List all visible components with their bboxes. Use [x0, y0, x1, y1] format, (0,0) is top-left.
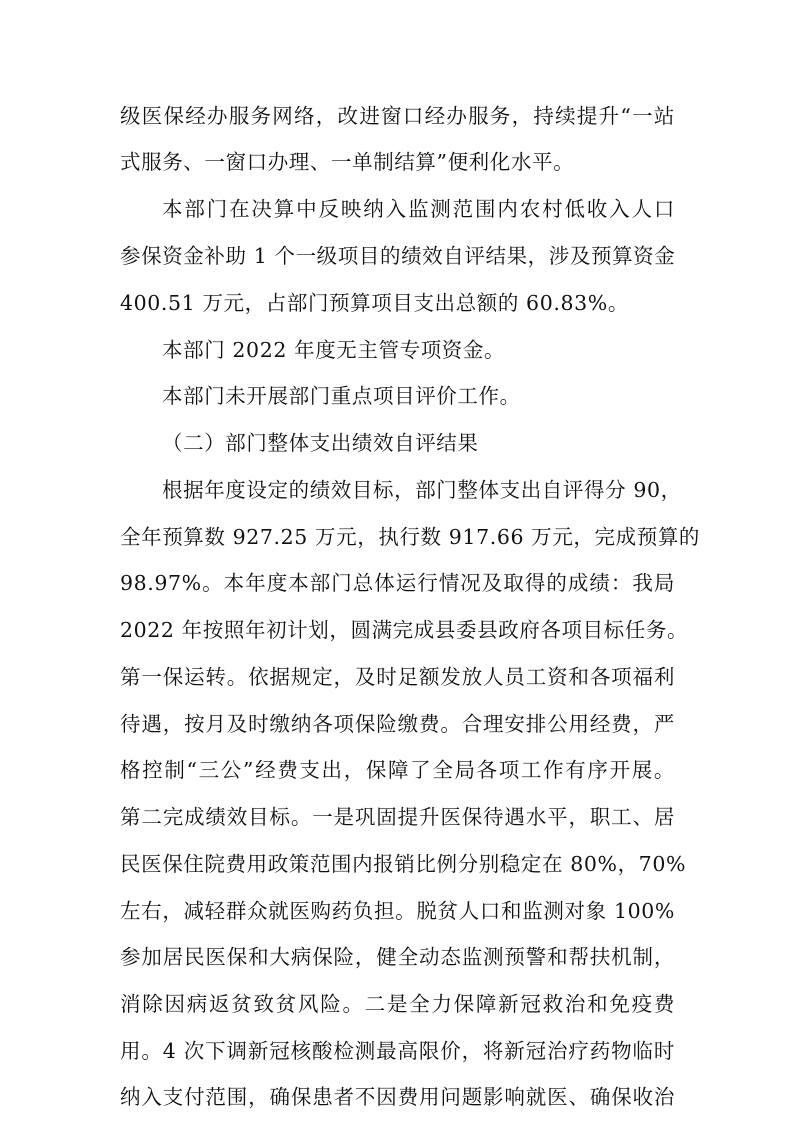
text-line: 消除因病返贫致贫风险。二是全力保障新冠救治和免疫费: [120, 992, 675, 1016]
section-heading: （二）部门整体支出绩效自评结果: [162, 431, 479, 455]
text-line: 左右，减轻群众就医购药负担。脱贫人口和监测对象 100%: [120, 899, 675, 923]
text-line: 全年预算数 927.25 万元，执行数 917.66 万元，完成预算的: [120, 525, 701, 549]
text-line: 民医保住院费用政策范围内报销比例分别稳定在 80%，70%: [120, 852, 687, 876]
text-line: 待遇，按月及时缴纳各项保险缴费。合理安排公用经费，严: [120, 712, 675, 736]
text-line: 参加居民医保和大病保险，健全动态监测预警和帮扶机制，: [120, 945, 675, 969]
paragraph-first-line: 根据年度设定的绩效目标，部门整体支出自评得分 90，: [162, 478, 682, 502]
text-line: 参保资金补助 1 个一级项目的绩效自评结果，涉及预算资金: [120, 244, 676, 268]
text-line: 级医保经办服务网络，改进窗口经办服务，持续提升“一站: [120, 104, 675, 128]
text-line: 400.51 万元，占部门预算项目支出总额的 60.83%。: [120, 291, 629, 315]
text-line: 纳入支付范围，确保患者不因费用问题影响就医、确保收治: [120, 1085, 675, 1109]
text-line: 2022 年按照年初计划，圆满完成县委县政府各项目标任务。: [120, 618, 689, 642]
paragraph-first-line: 本部门在决算中反映纳入监测范围内农村低收入人口: [162, 197, 675, 221]
text-line: 第一保运转。依据规定，及时足额发放人员工资和各项福利: [120, 665, 675, 689]
paragraph-first-line: 本部门 2022 年度无主管专项资金。: [162, 338, 506, 362]
paragraph-first-line: 本部门未开展部门重点项目评价工作。: [162, 384, 521, 408]
text-line: 式服务、一窗口办理、一单制结算”便利化水平。: [120, 150, 575, 174]
text-line: 格控制“三公”经费支出，保障了全局各项工作有序开展。: [120, 758, 675, 782]
text-line: 98.97%。本年度本部门总体运行情况及取得的成绩：我局: [120, 571, 675, 595]
text-line: 第二完成绩效目标。一是巩固提升医保待遇水平，职工、居: [120, 805, 675, 829]
text-line: 用。4 次下调新冠核酸检测最高限价，将新冠治疗药物临时: [120, 1039, 675, 1063]
